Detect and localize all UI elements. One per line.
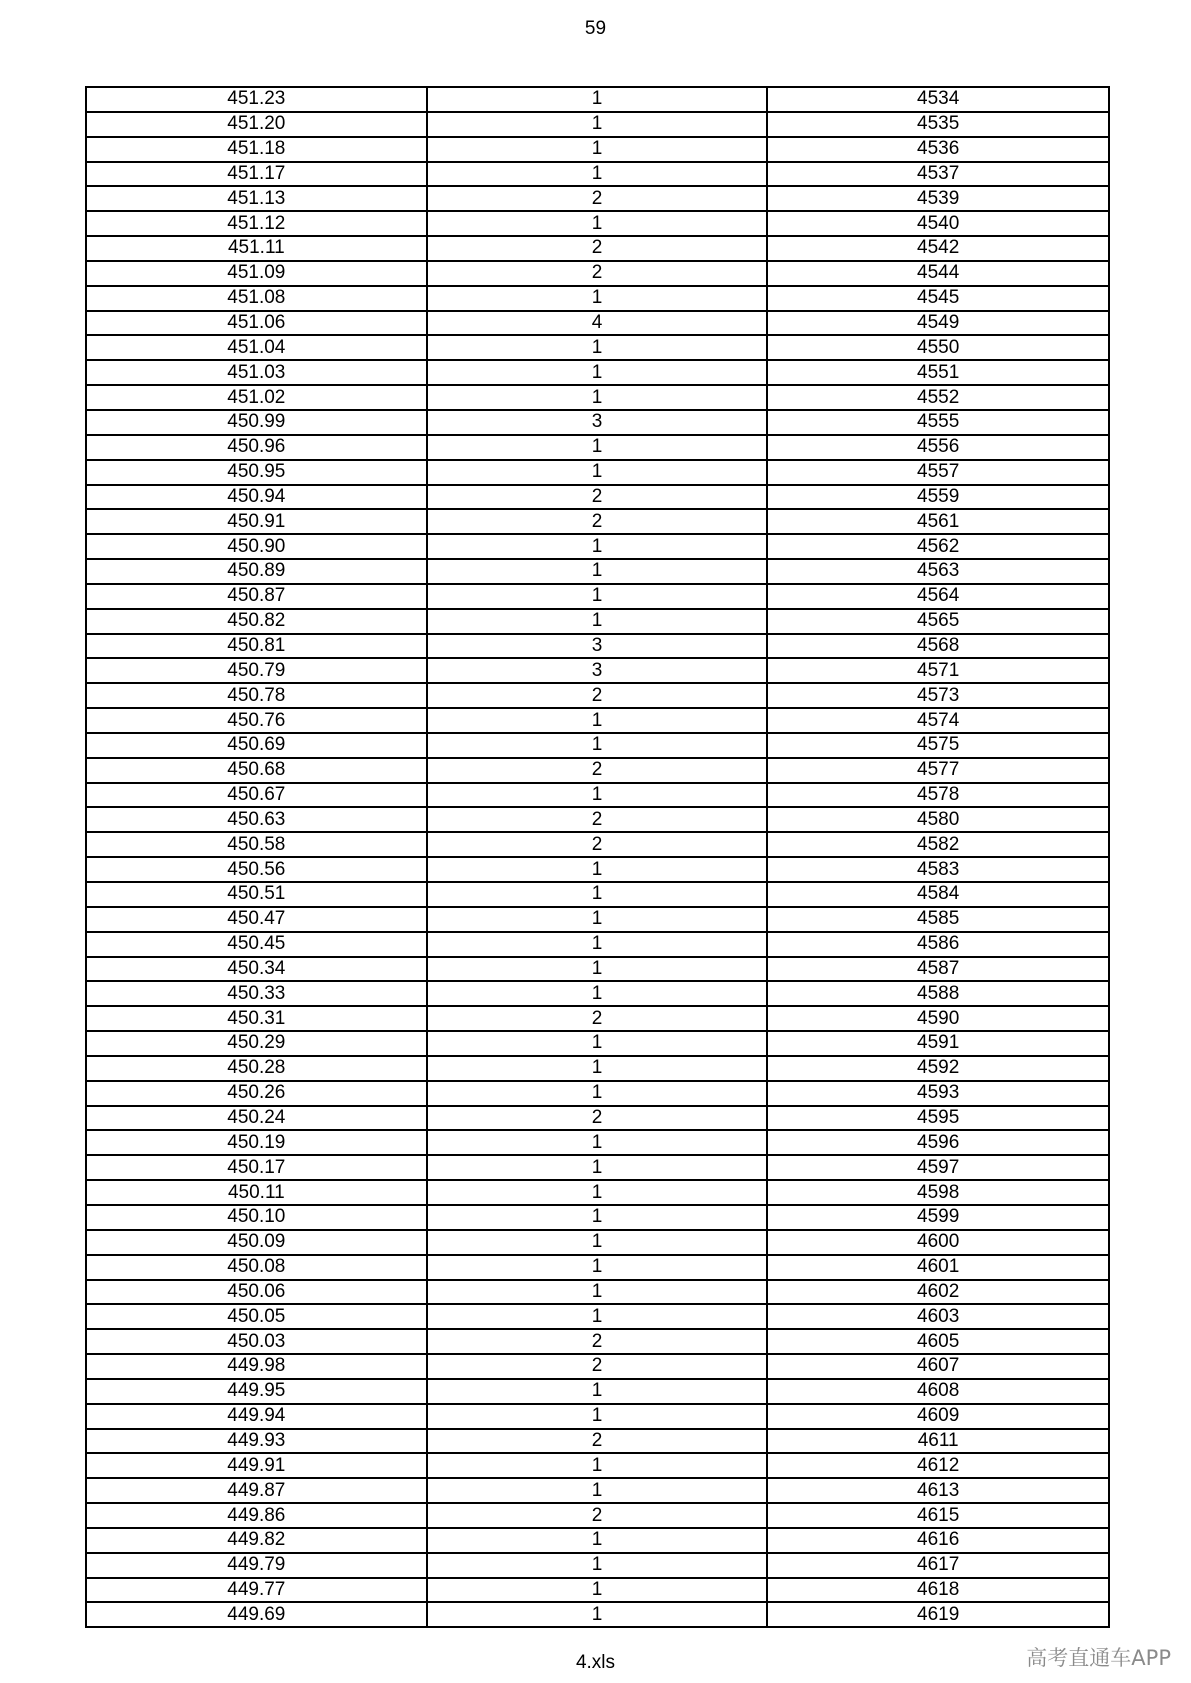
count-cell: 1 bbox=[427, 1280, 768, 1305]
table-row bbox=[86, 410, 1109, 435]
count-cell: 1 bbox=[427, 112, 768, 137]
table-row bbox=[86, 1280, 1109, 1305]
table-row bbox=[86, 584, 1109, 609]
score-cell: 450.45 bbox=[86, 932, 427, 957]
score-cell: 450.26 bbox=[86, 1081, 427, 1106]
count-cell: 2 bbox=[427, 832, 768, 857]
count-cell: 3 bbox=[427, 410, 768, 435]
score-table bbox=[85, 86, 1110, 1628]
count-cell: 1 bbox=[427, 609, 768, 634]
count-cell: 1 bbox=[427, 1478, 768, 1503]
score-cell: 450.17 bbox=[86, 1155, 427, 1180]
count-cell: 2 bbox=[427, 1106, 768, 1131]
score-cell: 450.56 bbox=[86, 857, 427, 882]
table-row bbox=[86, 1031, 1109, 1056]
cumulative-cell: 4611 bbox=[767, 1429, 1109, 1454]
cumulative-cell: 4571 bbox=[767, 658, 1109, 683]
cumulative-cell: 4564 bbox=[767, 584, 1109, 609]
cumulative-cell: 4587 bbox=[767, 957, 1109, 982]
cumulative-cell: 4599 bbox=[767, 1205, 1109, 1230]
table-row bbox=[86, 1503, 1109, 1528]
cumulative-cell: 4539 bbox=[767, 186, 1109, 211]
cumulative-cell: 4590 bbox=[767, 1006, 1109, 1031]
score-cell: 450.78 bbox=[86, 683, 427, 708]
table-row bbox=[86, 981, 1109, 1006]
count-cell: 1 bbox=[427, 1155, 768, 1180]
cumulative-cell: 4561 bbox=[767, 509, 1109, 534]
score-cell: 449.93 bbox=[86, 1429, 427, 1454]
count-cell: 2 bbox=[427, 1329, 768, 1354]
score-cell: 450.99 bbox=[86, 410, 427, 435]
score-cell: 450.09 bbox=[86, 1230, 427, 1255]
cumulative-cell: 4583 bbox=[767, 857, 1109, 882]
score-cell: 450.28 bbox=[86, 1056, 427, 1081]
count-cell: 1 bbox=[427, 1130, 768, 1155]
score-cell: 451.23 bbox=[86, 87, 427, 112]
table-row bbox=[86, 534, 1109, 559]
count-cell: 1 bbox=[427, 385, 768, 410]
count-cell: 1 bbox=[427, 360, 768, 385]
cumulative-cell: 4586 bbox=[767, 932, 1109, 957]
count-cell: 2 bbox=[427, 683, 768, 708]
cumulative-cell: 4617 bbox=[767, 1553, 1109, 1578]
table-row bbox=[86, 1602, 1109, 1627]
count-cell: 1 bbox=[427, 460, 768, 485]
table-row bbox=[86, 335, 1109, 360]
score-cell: 449.91 bbox=[86, 1453, 427, 1478]
table-row bbox=[86, 1006, 1109, 1031]
count-cell: 1 bbox=[427, 1304, 768, 1329]
cumulative-cell: 4618 bbox=[767, 1578, 1109, 1603]
count-cell: 2 bbox=[427, 807, 768, 832]
score-cell: 450.24 bbox=[86, 1106, 427, 1131]
table-row bbox=[86, 1578, 1109, 1603]
score-cell: 451.20 bbox=[86, 112, 427, 137]
cumulative-cell: 4559 bbox=[767, 485, 1109, 510]
count-cell: 1 bbox=[427, 907, 768, 932]
table-row bbox=[86, 1056, 1109, 1081]
score-cell: 450.19 bbox=[86, 1130, 427, 1155]
score-cell: 450.76 bbox=[86, 708, 427, 733]
cumulative-cell: 4565 bbox=[767, 609, 1109, 634]
count-cell: 1 bbox=[427, 1056, 768, 1081]
score-cell: 450.91 bbox=[86, 509, 427, 534]
score-cell: 449.95 bbox=[86, 1379, 427, 1404]
table-row bbox=[86, 460, 1109, 485]
cumulative-cell: 4578 bbox=[767, 783, 1109, 808]
count-cell: 1 bbox=[427, 932, 768, 957]
cumulative-cell: 4556 bbox=[767, 435, 1109, 460]
count-cell: 1 bbox=[427, 584, 768, 609]
table-row bbox=[86, 1155, 1109, 1180]
cumulative-cell: 4552 bbox=[767, 385, 1109, 410]
count-cell: 1 bbox=[427, 1578, 768, 1603]
score-cell: 451.02 bbox=[86, 385, 427, 410]
count-cell: 2 bbox=[427, 1354, 768, 1379]
cumulative-cell: 4573 bbox=[767, 683, 1109, 708]
cumulative-cell: 4613 bbox=[767, 1478, 1109, 1503]
count-cell: 1 bbox=[427, 286, 768, 311]
table-row bbox=[86, 87, 1109, 112]
cumulative-cell: 4562 bbox=[767, 534, 1109, 559]
table-row bbox=[86, 1528, 1109, 1553]
table-row bbox=[86, 261, 1109, 286]
score-cell: 450.31 bbox=[86, 1006, 427, 1031]
count-cell: 1 bbox=[427, 1255, 768, 1280]
count-cell: 3 bbox=[427, 634, 768, 659]
score-cell: 449.94 bbox=[86, 1404, 427, 1429]
score-cell: 450.11 bbox=[86, 1180, 427, 1205]
count-cell: 1 bbox=[427, 335, 768, 360]
cumulative-cell: 4591 bbox=[767, 1031, 1109, 1056]
count-cell: 2 bbox=[427, 485, 768, 510]
score-cell: 450.89 bbox=[86, 559, 427, 584]
score-cell: 451.09 bbox=[86, 261, 427, 286]
table-row bbox=[86, 1429, 1109, 1454]
score-cell: 450.06 bbox=[86, 1280, 427, 1305]
score-cell: 450.67 bbox=[86, 783, 427, 808]
count-cell: 1 bbox=[427, 1528, 768, 1553]
cumulative-cell: 4605 bbox=[767, 1329, 1109, 1354]
table-row bbox=[86, 708, 1109, 733]
cumulative-cell: 4592 bbox=[767, 1056, 1109, 1081]
cumulative-cell: 4608 bbox=[767, 1379, 1109, 1404]
cumulative-cell: 4577 bbox=[767, 758, 1109, 783]
score-cell: 449.87 bbox=[86, 1478, 427, 1503]
count-cell: 1 bbox=[427, 1230, 768, 1255]
table-row bbox=[86, 286, 1109, 311]
cumulative-cell: 4584 bbox=[767, 882, 1109, 907]
cumulative-cell: 4612 bbox=[767, 1453, 1109, 1478]
table-row bbox=[86, 733, 1109, 758]
table-row bbox=[86, 211, 1109, 236]
table-row bbox=[86, 485, 1109, 510]
count-cell: 1 bbox=[427, 1180, 768, 1205]
cumulative-cell: 4619 bbox=[767, 1602, 1109, 1627]
score-cell: 449.79 bbox=[86, 1553, 427, 1578]
score-cell: 450.34 bbox=[86, 957, 427, 982]
cumulative-cell: 4582 bbox=[767, 832, 1109, 857]
cumulative-cell: 4575 bbox=[767, 733, 1109, 758]
score-cell: 450.82 bbox=[86, 609, 427, 634]
count-cell: 1 bbox=[427, 1602, 768, 1627]
table-row bbox=[86, 112, 1109, 137]
table-row bbox=[86, 385, 1109, 410]
cumulative-cell: 4535 bbox=[767, 112, 1109, 137]
cumulative-cell: 4593 bbox=[767, 1081, 1109, 1106]
score-cell: 451.08 bbox=[86, 286, 427, 311]
count-cell: 1 bbox=[427, 1453, 768, 1478]
table-row bbox=[86, 1553, 1109, 1578]
table-row bbox=[86, 932, 1109, 957]
cumulative-cell: 4597 bbox=[767, 1155, 1109, 1180]
cumulative-cell: 4588 bbox=[767, 981, 1109, 1006]
count-cell: 1 bbox=[427, 211, 768, 236]
cumulative-cell: 4536 bbox=[767, 137, 1109, 162]
watermark: 高考直通车APP bbox=[1026, 1646, 1171, 1670]
count-cell: 1 bbox=[427, 1031, 768, 1056]
score-cell: 450.58 bbox=[86, 832, 427, 857]
score-cell: 451.06 bbox=[86, 311, 427, 336]
score-cell: 450.96 bbox=[86, 435, 427, 460]
count-cell: 1 bbox=[427, 783, 768, 808]
score-cell: 450.63 bbox=[86, 807, 427, 832]
count-cell: 1 bbox=[427, 1205, 768, 1230]
count-cell: 1 bbox=[427, 1553, 768, 1578]
cumulative-cell: 4537 bbox=[767, 162, 1109, 187]
score-cell: 451.18 bbox=[86, 137, 427, 162]
count-cell: 2 bbox=[427, 509, 768, 534]
footer-filename: 4.xls bbox=[575, 1652, 616, 1673]
table-row bbox=[86, 509, 1109, 534]
score-cell: 450.08 bbox=[86, 1255, 427, 1280]
score-cell: 451.04 bbox=[86, 335, 427, 360]
count-cell: 2 bbox=[427, 236, 768, 261]
table-row bbox=[86, 683, 1109, 708]
score-cell: 450.69 bbox=[86, 733, 427, 758]
cumulative-cell: 4549 bbox=[767, 311, 1109, 336]
score-cell: 449.82 bbox=[86, 1528, 427, 1553]
page-number: 59 bbox=[584, 18, 607, 39]
table-row bbox=[86, 137, 1109, 162]
table-row bbox=[86, 1304, 1109, 1329]
table-row bbox=[86, 360, 1109, 385]
table-row bbox=[86, 758, 1109, 783]
table-row bbox=[86, 236, 1109, 261]
cumulative-cell: 4602 bbox=[767, 1280, 1109, 1305]
table-row bbox=[86, 658, 1109, 683]
score-cell: 449.77 bbox=[86, 1578, 427, 1603]
table-row bbox=[86, 882, 1109, 907]
cumulative-cell: 4568 bbox=[767, 634, 1109, 659]
count-cell: 1 bbox=[427, 1379, 768, 1404]
count-cell: 1 bbox=[427, 1404, 768, 1429]
score-cell: 450.51 bbox=[86, 882, 427, 907]
score-cell: 450.33 bbox=[86, 981, 427, 1006]
cumulative-cell: 4585 bbox=[767, 907, 1109, 932]
count-cell: 1 bbox=[427, 87, 768, 112]
table-row bbox=[86, 907, 1109, 932]
table-row bbox=[86, 1106, 1109, 1131]
count-cell: 1 bbox=[427, 857, 768, 882]
cumulative-cell: 4534 bbox=[767, 87, 1109, 112]
score-cell: 450.79 bbox=[86, 658, 427, 683]
cumulative-cell: 4600 bbox=[767, 1230, 1109, 1255]
count-cell: 2 bbox=[427, 186, 768, 211]
cumulative-cell: 4574 bbox=[767, 708, 1109, 733]
table-row bbox=[86, 783, 1109, 808]
count-cell: 4 bbox=[427, 311, 768, 336]
table-row bbox=[86, 1081, 1109, 1106]
table-row bbox=[86, 186, 1109, 211]
table-row bbox=[86, 957, 1109, 982]
cumulative-cell: 4555 bbox=[767, 410, 1109, 435]
table-row bbox=[86, 1379, 1109, 1404]
score-cell: 451.17 bbox=[86, 162, 427, 187]
table-row bbox=[86, 807, 1109, 832]
table-body bbox=[86, 87, 1109, 1627]
table-row bbox=[86, 1130, 1109, 1155]
table-row bbox=[86, 609, 1109, 634]
score-cell: 450.90 bbox=[86, 534, 427, 559]
cumulative-cell: 4596 bbox=[767, 1130, 1109, 1155]
table-row bbox=[86, 1230, 1109, 1255]
count-cell: 3 bbox=[427, 658, 768, 683]
score-cell: 450.87 bbox=[86, 584, 427, 609]
score-cell: 450.81 bbox=[86, 634, 427, 659]
cumulative-cell: 4595 bbox=[767, 1106, 1109, 1131]
count-cell: 1 bbox=[427, 162, 768, 187]
table-row bbox=[86, 1255, 1109, 1280]
count-cell: 1 bbox=[427, 534, 768, 559]
score-cell: 451.03 bbox=[86, 360, 427, 385]
count-cell: 1 bbox=[427, 733, 768, 758]
table-row bbox=[86, 857, 1109, 882]
score-cell: 450.29 bbox=[86, 1031, 427, 1056]
count-cell: 1 bbox=[427, 435, 768, 460]
score-cell: 449.98 bbox=[86, 1354, 427, 1379]
cumulative-cell: 4609 bbox=[767, 1404, 1109, 1429]
count-cell: 1 bbox=[427, 137, 768, 162]
count-cell: 1 bbox=[427, 957, 768, 982]
table-row bbox=[86, 832, 1109, 857]
table-row bbox=[86, 1404, 1109, 1429]
count-cell: 1 bbox=[427, 559, 768, 584]
score-cell: 450.10 bbox=[86, 1205, 427, 1230]
cumulative-cell: 4598 bbox=[767, 1180, 1109, 1205]
cumulative-cell: 4551 bbox=[767, 360, 1109, 385]
score-cell: 451.12 bbox=[86, 211, 427, 236]
table-row bbox=[86, 1180, 1109, 1205]
table-row bbox=[86, 162, 1109, 187]
count-cell: 1 bbox=[427, 708, 768, 733]
cumulative-cell: 4615 bbox=[767, 1503, 1109, 1528]
count-cell: 2 bbox=[427, 1503, 768, 1528]
table-row bbox=[86, 559, 1109, 584]
cumulative-cell: 4616 bbox=[767, 1528, 1109, 1553]
table-row bbox=[86, 1453, 1109, 1478]
cumulative-cell: 4580 bbox=[767, 807, 1109, 832]
count-cell: 1 bbox=[427, 981, 768, 1006]
score-cell: 450.95 bbox=[86, 460, 427, 485]
score-cell: 450.68 bbox=[86, 758, 427, 783]
cumulative-cell: 4607 bbox=[767, 1354, 1109, 1379]
cumulative-cell: 4550 bbox=[767, 335, 1109, 360]
cumulative-cell: 4544 bbox=[767, 261, 1109, 286]
score-cell: 451.13 bbox=[86, 186, 427, 211]
cumulative-cell: 4603 bbox=[767, 1304, 1109, 1329]
table-row bbox=[86, 634, 1109, 659]
table-row bbox=[86, 1329, 1109, 1354]
score-cell: 449.69 bbox=[86, 1602, 427, 1627]
score-cell: 450.47 bbox=[86, 907, 427, 932]
table-row bbox=[86, 1354, 1109, 1379]
count-cell: 2 bbox=[427, 261, 768, 286]
cumulative-cell: 4545 bbox=[767, 286, 1109, 311]
cumulative-cell: 4540 bbox=[767, 211, 1109, 236]
cumulative-cell: 4563 bbox=[767, 559, 1109, 584]
cumulative-cell: 4542 bbox=[767, 236, 1109, 261]
score-cell: 450.03 bbox=[86, 1329, 427, 1354]
score-cell: 450.05 bbox=[86, 1304, 427, 1329]
score-cell: 451.11 bbox=[86, 236, 427, 261]
count-cell: 1 bbox=[427, 882, 768, 907]
table-row bbox=[86, 1205, 1109, 1230]
score-cell: 450.94 bbox=[86, 485, 427, 510]
table-row bbox=[86, 435, 1109, 460]
count-cell: 1 bbox=[427, 1081, 768, 1106]
cumulative-cell: 4601 bbox=[767, 1255, 1109, 1280]
score-cell: 449.86 bbox=[86, 1503, 427, 1528]
count-cell: 2 bbox=[427, 1429, 768, 1454]
table-row bbox=[86, 1478, 1109, 1503]
count-cell: 2 bbox=[427, 758, 768, 783]
table-row bbox=[86, 311, 1109, 336]
cumulative-cell: 4557 bbox=[767, 460, 1109, 485]
count-cell: 2 bbox=[427, 1006, 768, 1031]
